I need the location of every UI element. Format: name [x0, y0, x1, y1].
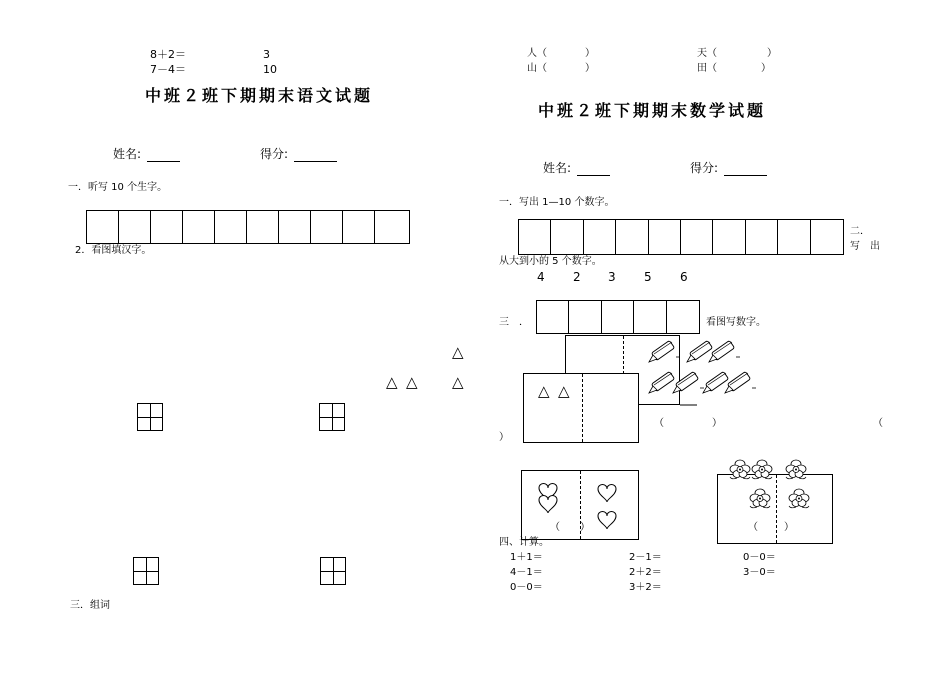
number-item: 2 — [573, 270, 581, 284]
triangle-icon: △ — [452, 343, 464, 361]
number-box[interactable] — [584, 220, 616, 254]
right-number-boxes — [518, 219, 844, 255]
order-box[interactable] — [602, 301, 634, 333]
order-box[interactable] — [569, 301, 601, 333]
right-page-title: 中班２班下期期末数学试题 — [538, 101, 767, 120]
pencil-icon — [709, 341, 740, 362]
pencil-icon — [687, 341, 718, 362]
left-question-2: 2．看图填汉字。 — [75, 245, 152, 256]
calc-item: 2＋2＝ — [629, 567, 662, 578]
number-item: 6 — [680, 270, 688, 284]
left-equation-2-answer: 10 — [263, 63, 277, 76]
char-prompt-tian-sky: 天（ ） — [697, 48, 777, 59]
right-score-label: 得分: — [690, 161, 719, 175]
pencil-icon — [703, 372, 734, 393]
triangle-picture-panel — [523, 373, 639, 443]
right-question-2-text: 写 出 — [850, 241, 880, 252]
left-page-title: 中班２班下期期末语文试题 — [145, 86, 374, 105]
number-box[interactable] — [681, 220, 713, 254]
left-question-1: 一．听写 10 个生字。 — [68, 182, 168, 193]
pencil-icon — [725, 372, 756, 393]
calc-item: 3－0＝ — [743, 567, 776, 578]
number-box[interactable] — [649, 220, 681, 254]
char-prompt-ren: 人（ ） — [527, 48, 595, 59]
number-box[interactable] — [778, 220, 810, 254]
answer-paren[interactable]: （ ） — [748, 522, 794, 533]
triangle-icon: △ — [452, 373, 464, 391]
calc-item: 1＋1＝ — [510, 552, 543, 563]
right-name-blank[interactable] — [577, 163, 610, 176]
calc-item: 0－0＝ — [510, 582, 543, 593]
right-question-3-text: 看图写数字。 — [706, 317, 766, 328]
left-equation-1: 8＋2＝ — [150, 48, 186, 61]
char-prompt-tian-field: 田（ ） — [697, 63, 771, 74]
right-question-2-number: 二． — [850, 226, 870, 237]
right-name-field — [543, 159, 610, 176]
left-dictation-boxes — [86, 210, 410, 244]
right-question-4: 四、计算。 — [499, 537, 549, 548]
panel-divider — [582, 374, 583, 442]
number-item: 3 — [608, 270, 616, 284]
order-box[interactable] — [537, 301, 569, 333]
number-box[interactable] — [551, 220, 583, 254]
left-name-blank[interactable] — [147, 149, 180, 162]
dictation-box[interactable] — [343, 211, 375, 243]
triangle-icon: △ — [558, 382, 570, 400]
dictation-box[interactable] — [87, 211, 119, 243]
answer-paren[interactable]: （ ） — [550, 522, 590, 533]
order-box[interactable] — [667, 301, 699, 333]
right-name-label: 姓名: — [543, 161, 572, 175]
dictation-box[interactable] — [151, 211, 183, 243]
tianzige-box[interactable] — [137, 403, 163, 431]
answer-paren[interactable]: （ ） — [654, 418, 722, 429]
left-score-blank[interactable] — [294, 149, 337, 162]
left-question-3: 三．组词 — [70, 600, 110, 611]
calc-item: 0－0＝ — [743, 552, 776, 563]
number-box[interactable] — [616, 220, 648, 254]
left-name-label: 姓名: — [113, 147, 142, 161]
dictation-box[interactable] — [279, 211, 311, 243]
dictation-box[interactable] — [119, 211, 151, 243]
flower-picture-panel — [717, 474, 833, 544]
dictation-box[interactable] — [215, 211, 247, 243]
calc-item: 2－1＝ — [629, 552, 662, 563]
right-score-field — [690, 159, 767, 176]
triangle-icon: △ — [538, 382, 550, 400]
left-score-label: 得分: — [260, 147, 289, 161]
answer-paren-open[interactable]: （ — [873, 418, 883, 429]
left-name-field — [113, 145, 180, 162]
tianzige-box[interactable] — [319, 403, 345, 431]
char-prompt-shan: 山（ ） — [527, 63, 595, 74]
left-score-field — [260, 145, 337, 162]
number-item: 4 — [537, 270, 545, 284]
calc-item: 3＋2＝ — [629, 582, 662, 593]
number-box[interactable] — [746, 220, 778, 254]
tianzige-box[interactable] — [133, 557, 159, 585]
answer-paren-close[interactable]: ） — [499, 432, 509, 443]
triangle-icon: △ — [386, 373, 398, 391]
dictation-box[interactable] — [183, 211, 215, 243]
dictation-box[interactable] — [247, 211, 279, 243]
number-item: 5 — [644, 270, 652, 284]
right-question-3-number: 三 ． — [499, 317, 529, 328]
left-equation-1-answer: 3 — [263, 48, 270, 61]
right-question-1: 一．写出 1—10 个数字。 — [499, 197, 615, 208]
order-box[interactable] — [634, 301, 666, 333]
dictation-box[interactable] — [311, 211, 343, 243]
right-score-blank[interactable] — [724, 163, 767, 176]
left-equation-2: 7－4＝ — [150, 63, 186, 76]
number-box[interactable] — [811, 220, 843, 254]
dictation-box[interactable] — [375, 211, 407, 243]
number-box[interactable] — [519, 220, 551, 254]
heart-picture-panel — [521, 470, 639, 540]
right-question-2-continued: 从大到小的 5 个数字。 — [499, 256, 602, 267]
right-order-boxes — [536, 300, 700, 334]
number-box[interactable] — [713, 220, 745, 254]
calc-item: 4－1＝ — [510, 567, 543, 578]
triangle-icon: △ — [406, 373, 418, 391]
tianzige-box[interactable] — [320, 557, 346, 585]
